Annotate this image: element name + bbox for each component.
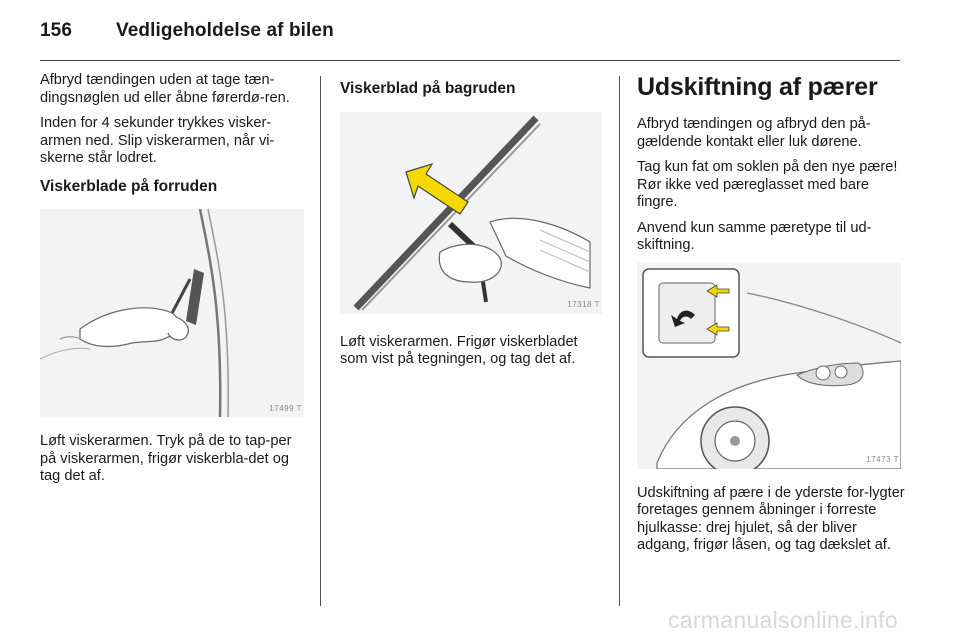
paragraph: Afbryd tændingen uden at tage tæn-dingsnøglen ud eller åbne førerdø-ren. xyxy=(40,72,290,106)
figure-code: 17473 T xyxy=(866,455,899,464)
figure-caption: Udskiftning af pære i de yderste for-lygter foretages gennem åbninger i forreste hjulkasse: drej hjulet, så der bliver adgang, frigør låsen, og tag dækslet af. xyxy=(637,484,905,553)
page-title: Vedligeholdelse af bilen xyxy=(116,20,334,41)
figure-front-wiper xyxy=(40,209,304,417)
paragraph: Tag kun fat om soklen på den nye pære! Rør ikke ved pæreglasset med bare fingre. xyxy=(637,159,898,210)
page-number: 156 xyxy=(40,20,73,41)
column-middle xyxy=(340,72,602,377)
header-rule xyxy=(40,60,900,61)
car-headlamp-illustration xyxy=(637,263,901,469)
figure-rear-wiper xyxy=(340,112,602,314)
section-heading-large: Udskiftning af pærer xyxy=(637,73,878,101)
column-divider-1 xyxy=(320,76,321,606)
column-left xyxy=(40,72,308,494)
front-wiper-illustration xyxy=(40,209,304,417)
page-header xyxy=(40,20,334,42)
section-heading: Viskerblade på forruden xyxy=(40,177,218,195)
section-heading: Viskerblad på bagruden xyxy=(340,80,516,97)
paragraph: Afbryd tændingen og afbryd den på-gældende kontakt eller luk dørene. xyxy=(637,116,871,150)
column-right xyxy=(637,72,905,563)
figure-caption: Løft viskerarmen. Tryk på de to tap-per på viskerarmen, frigør viskerbla-det og tag det af. xyxy=(40,433,292,484)
watermark: carmanualsonline.info xyxy=(667,607,898,633)
figure-bulb-replacement xyxy=(637,263,901,469)
paragraph: Inden for 4 sekunder trykkes visker-armen ned. Slip viskerarmen, når vi-skerne står lodret. xyxy=(40,115,275,166)
figure-code: 17499 T xyxy=(269,403,302,413)
column-divider-2 xyxy=(619,76,620,606)
figure-caption: Løft viskerarmen. Frigør viskerbladet som vist på tegningen, og tag det af. xyxy=(340,333,578,367)
paragraph: Anvend kun samme pæretype til ud-skiftning. xyxy=(637,219,872,253)
figure-code: 17318 T xyxy=(567,300,600,309)
rear-wiper-illustration xyxy=(340,112,602,314)
